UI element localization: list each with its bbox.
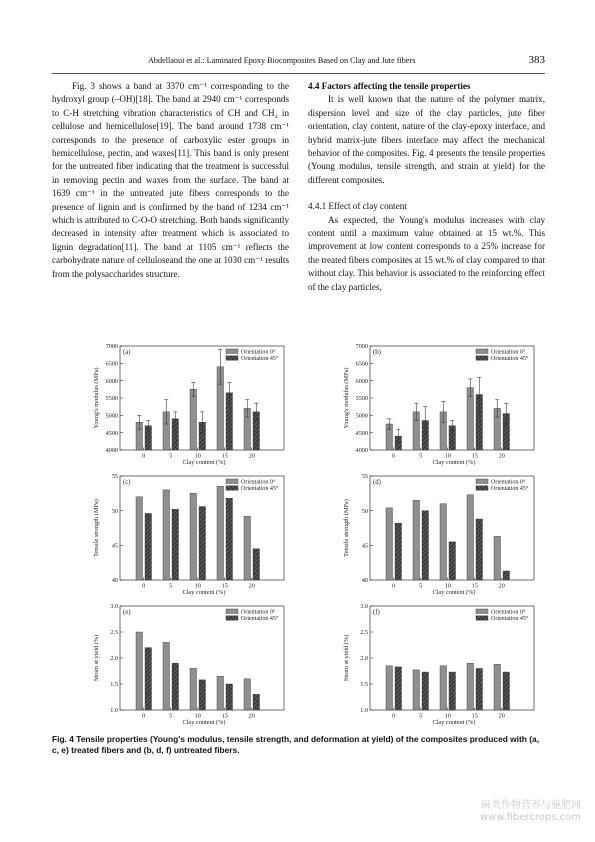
x-tick-label: 10 [444,712,451,720]
x-tick-label: 20 [248,452,255,460]
bar-c-s1-0 [145,513,152,580]
y-tick-label: 55 [361,473,368,481]
y-tick-label: 40 [111,577,118,585]
chart-svg-a [52,336,298,466]
x-tick-label: 5 [419,712,423,720]
bar-a-s0-10 [190,389,197,450]
legend-label: Orientation 0° [491,609,526,616]
y-tick-label: 3.0 [360,603,368,611]
bar-f-s0-10 [440,666,447,710]
bar-d-s1-0 [395,523,402,580]
y-tick-label: 4000 [355,447,368,455]
x-axis-label: Clay content (%) [182,459,226,466]
y-tick-label: 4500 [105,429,118,437]
bar-e-s0-5 [163,642,170,710]
legend-swatch [476,349,488,354]
y-tick-label: 55 [111,473,118,481]
y-tick-label: 1.0 [360,707,368,715]
x-tick-label: 15 [471,712,478,720]
legend-label: Orientation 45° [491,486,529,493]
legend-label: Orientation 0° [491,349,526,356]
legend-swatch [476,479,488,484]
y-tick-label: 50 [111,507,118,515]
y-tick-label: 3.0 [110,603,118,611]
x-tick-label: 0 [392,582,396,590]
legend-label: Orientation 0° [241,479,276,486]
bar-c-s0-5 [163,490,170,580]
bar-e-s1-0 [145,648,152,710]
x-tick-label: 15 [221,712,228,720]
y-axis-label: Tensile strength (MPa) [343,499,350,557]
bar-f-s1-20 [503,672,510,710]
chart-panel-b [302,336,548,466]
figure-caption: Fig. 4 Tensile properties (Young's modulus, tensile strength, and deformation at yield) of the composites produced with (a, c, e) treated fibers and (b, d, f) untreated fibers. [52,734,540,755]
left-column [52,80,289,281]
running-header [52,54,545,72]
x-tick-label: 20 [248,582,255,590]
x-tick-label: 5 [169,452,173,460]
bar-f-s0-5 [413,670,420,710]
chart-panel-e [52,596,298,726]
y-tick-label: 7000 [355,343,368,351]
bar-d-s1-5 [422,511,429,580]
bar-e-s1-5 [172,663,179,710]
chart-panel-f [302,596,548,726]
bar-d-s0-10 [440,504,447,580]
x-tick-label: 10 [444,582,451,590]
legend-label: Orientation 45° [241,486,279,493]
y-tick-label: 45 [111,542,118,550]
y-tick-label: 5000 [355,412,368,420]
legend-swatch [226,356,238,361]
chart-svg-f [302,596,548,726]
legend-swatch [226,609,238,614]
page-number: 383 [528,54,545,66]
watermark-line-1: 麻类作物营养与施肥网 [481,800,581,811]
chart-panel-c [52,466,298,596]
bar-c-s1-5 [172,509,179,580]
panel-label: (d) [373,479,381,486]
legend-swatch [226,486,238,491]
panel-label: (e) [123,609,131,616]
y-tick-label: 5500 [105,395,118,403]
y-axis-label: Young's modulus (MPa) [343,367,350,429]
legend-swatch [476,609,488,614]
bar-e-s1-10 [199,680,206,710]
y-tick-label: 6000 [355,377,368,385]
y-tick-label: 2.5 [360,629,368,637]
right-paragraph-1: It is well known that the nature of the polymer matrix, dispersion level and size of the clay particles, jute fiber orientation, clay content, nature of the clay-epoxy interface, and hybrid matrix-jute fibers interface may affect the mechanical behavior of the composites. Fig. 4 presents the tensile properties (Young modulus, tensile strength, and strain at yield) for the different composites. [308,94,545,185]
bar-d-s0-15 [467,495,474,580]
bar-c-s0-15 [217,486,224,580]
bar-c-s1-20 [253,549,260,580]
x-axis-label: Clay content (%) [182,719,226,726]
chart-svg-c [52,466,298,596]
x-tick-label: 0 [392,452,396,460]
bar-c-s0-20 [244,516,251,580]
legend-swatch [476,356,488,361]
x-tick-label: 15 [471,452,478,460]
legend-label: Orientation 45° [241,356,279,363]
y-tick-label: 50 [361,507,368,515]
x-tick-label: 20 [498,712,505,720]
x-axis-label: Clay content (%) [432,459,476,466]
x-tick-label: 10 [194,712,201,720]
chart-panel-d [302,466,548,596]
y-tick-label: 1.5 [360,681,368,689]
chart-svg-b [302,336,548,466]
x-tick-label: 0 [142,452,146,460]
x-tick-label: 15 [221,452,228,460]
bar-f-s0-0 [386,666,393,710]
header-rule [52,73,545,74]
bar-c-s0-0 [136,497,143,580]
y-tick-label: 2.0 [110,655,118,663]
x-tick-label: 0 [142,712,146,720]
y-axis-label: Young's modulus (MPa) [93,367,100,429]
x-tick-label: 5 [419,452,423,460]
bar-f-s0-20 [494,664,501,710]
y-tick-label: 2.5 [110,629,118,637]
y-tick-label: 5000 [105,412,118,420]
x-tick-label: 5 [419,582,423,590]
legend-label: Orientation 0° [241,609,276,616]
x-tick-label: 20 [248,712,255,720]
x-tick-label: 10 [194,452,201,460]
legend-swatch [476,616,488,621]
y-tick-label: 6500 [355,360,368,368]
subsection-heading: 4.4.1 Effect of clay content [308,201,407,212]
y-tick-label: 5500 [355,395,368,403]
bar-d-s1-15 [476,519,483,580]
bar-d-s0-20 [494,536,501,580]
watermark [480,800,581,824]
x-tick-label: 15 [471,582,478,590]
x-tick-label: 5 [169,582,173,590]
x-tick-label: 0 [142,582,146,590]
section-heading: 4.4 Factors affecting the tensile properties [308,81,471,91]
panel-label: (c) [123,479,131,486]
bar-f-s1-5 [422,672,429,710]
x-axis-label: Clay content (%) [182,589,226,596]
x-tick-label: 10 [444,452,451,460]
chart-panel-a [52,336,298,466]
right-column [308,80,545,294]
bar-e-s1-20 [253,694,260,710]
y-tick-label: 2.0 [360,655,368,663]
y-tick-label: 7000 [105,343,118,351]
bar-e-s0-10 [190,668,197,710]
panel-label: (f) [373,609,380,616]
bar-e-s0-20 [244,679,251,710]
panel-label: (b) [373,349,381,356]
panel-label: (a) [123,349,131,356]
legend-swatch [476,486,488,491]
x-axis-label: Clay content (%) [432,589,476,596]
y-tick-label: 40 [361,577,368,585]
legend-label: Orientation 0° [241,349,276,356]
bar-e-s0-0 [136,632,143,710]
y-tick-label: 1.5 [110,681,118,689]
bar-b-s0-15 [467,388,474,450]
legend-label: Orientation 0° [491,479,526,486]
figure-4 [52,336,545,726]
y-tick-label: 4500 [355,429,368,437]
y-tick-label: 45 [361,542,368,550]
legend-swatch [226,349,238,354]
bar-d-s1-10 [449,542,456,580]
bar-f-s1-15 [476,668,483,710]
bar-d-s0-0 [386,508,393,580]
legend-label: Orientation 45° [491,356,529,363]
bar-c-s1-15 [226,498,233,580]
bar-f-s0-15 [467,663,474,710]
y-axis-label: Strain at yield (%) [93,634,100,682]
bar-d-s0-5 [413,500,420,580]
bar-e-s0-15 [217,676,224,710]
legend-label: Orientation 45° [241,616,279,623]
x-tick-label: 5 [169,712,173,720]
legend-swatch [226,616,238,621]
x-tick-label: 0 [392,712,396,720]
bar-c-s1-10 [199,507,206,580]
x-tick-label: 20 [498,582,505,590]
running-title: Abdellaoui et al.: Laminated Epoxy Biocomposites Based on Clay and Jute fibers [148,56,416,65]
y-tick-label: 1.0 [110,707,118,715]
x-axis-label: Clay content (%) [432,719,476,726]
chart-svg-e [52,596,298,726]
y-axis-label: Strain at yield (%) [343,634,350,682]
watermark-line-2: www.fibercrops.com [479,812,581,823]
left-paragraph: Fig. 3 shows a band at 3370 cm⁻¹ corresponding to the hydroxyl group (–OH)[18]. The band at 2940 cm⁻¹ corresponds to C-H stretching vibration characteristics of CH and CH₂ in cellulose and hemicellulose[19]. The band around 1738 cm⁻¹ corresponds to the presence of carboxylic ester groups in hemicellulose, pectin, and waxes[11]. This band is only present for the untreated fiber indicating that the treatment is successful in removing pectin and waxes from the surface. The band at 1639 cm⁻¹ in the untreated jute fibers corresponds to the presence of lignin and is confirmed by the band of 1234 cm⁻¹ which is attributed to C-O-O stretching. Both bands significantly decreased in intensity after treatment which is associated to lignin degradation[11]. The band at 1105 cm⁻¹ reflects the carbohydrate nature of celluloseand the one at 1030 cm⁻¹ results from the polysaccharides structure. [52,81,289,279]
y-tick-label: 6000 [105,377,118,385]
bar-c-s0-10 [190,493,197,580]
chart-svg-d [302,466,548,596]
bar-f-s1-0 [395,667,402,710]
legend-label: Orientation 45° [491,616,529,623]
bar-d-s1-20 [503,571,510,580]
right-paragraph-2: As expected, the Young's modulus increases with clay content until a maximum value obtained at 15 wt.%. This improvement at low content corresponds to a 25% increase for the treated fibers composites at 15 wt.% of clay compared to that without clay. This behavior is associated to the reinforcing effect of the clay particles, [308,214,545,292]
x-tick-label: 10 [194,582,201,590]
y-tick-label: 6500 [105,360,118,368]
x-tick-label: 20 [498,452,505,460]
bar-f-s1-10 [449,672,456,710]
legend-swatch [226,479,238,484]
y-tick-label: 4000 [105,447,118,455]
bar-e-s1-15 [226,684,233,710]
x-tick-label: 15 [221,582,228,590]
y-axis-label: Tensile strength (MPa) [93,499,100,557]
